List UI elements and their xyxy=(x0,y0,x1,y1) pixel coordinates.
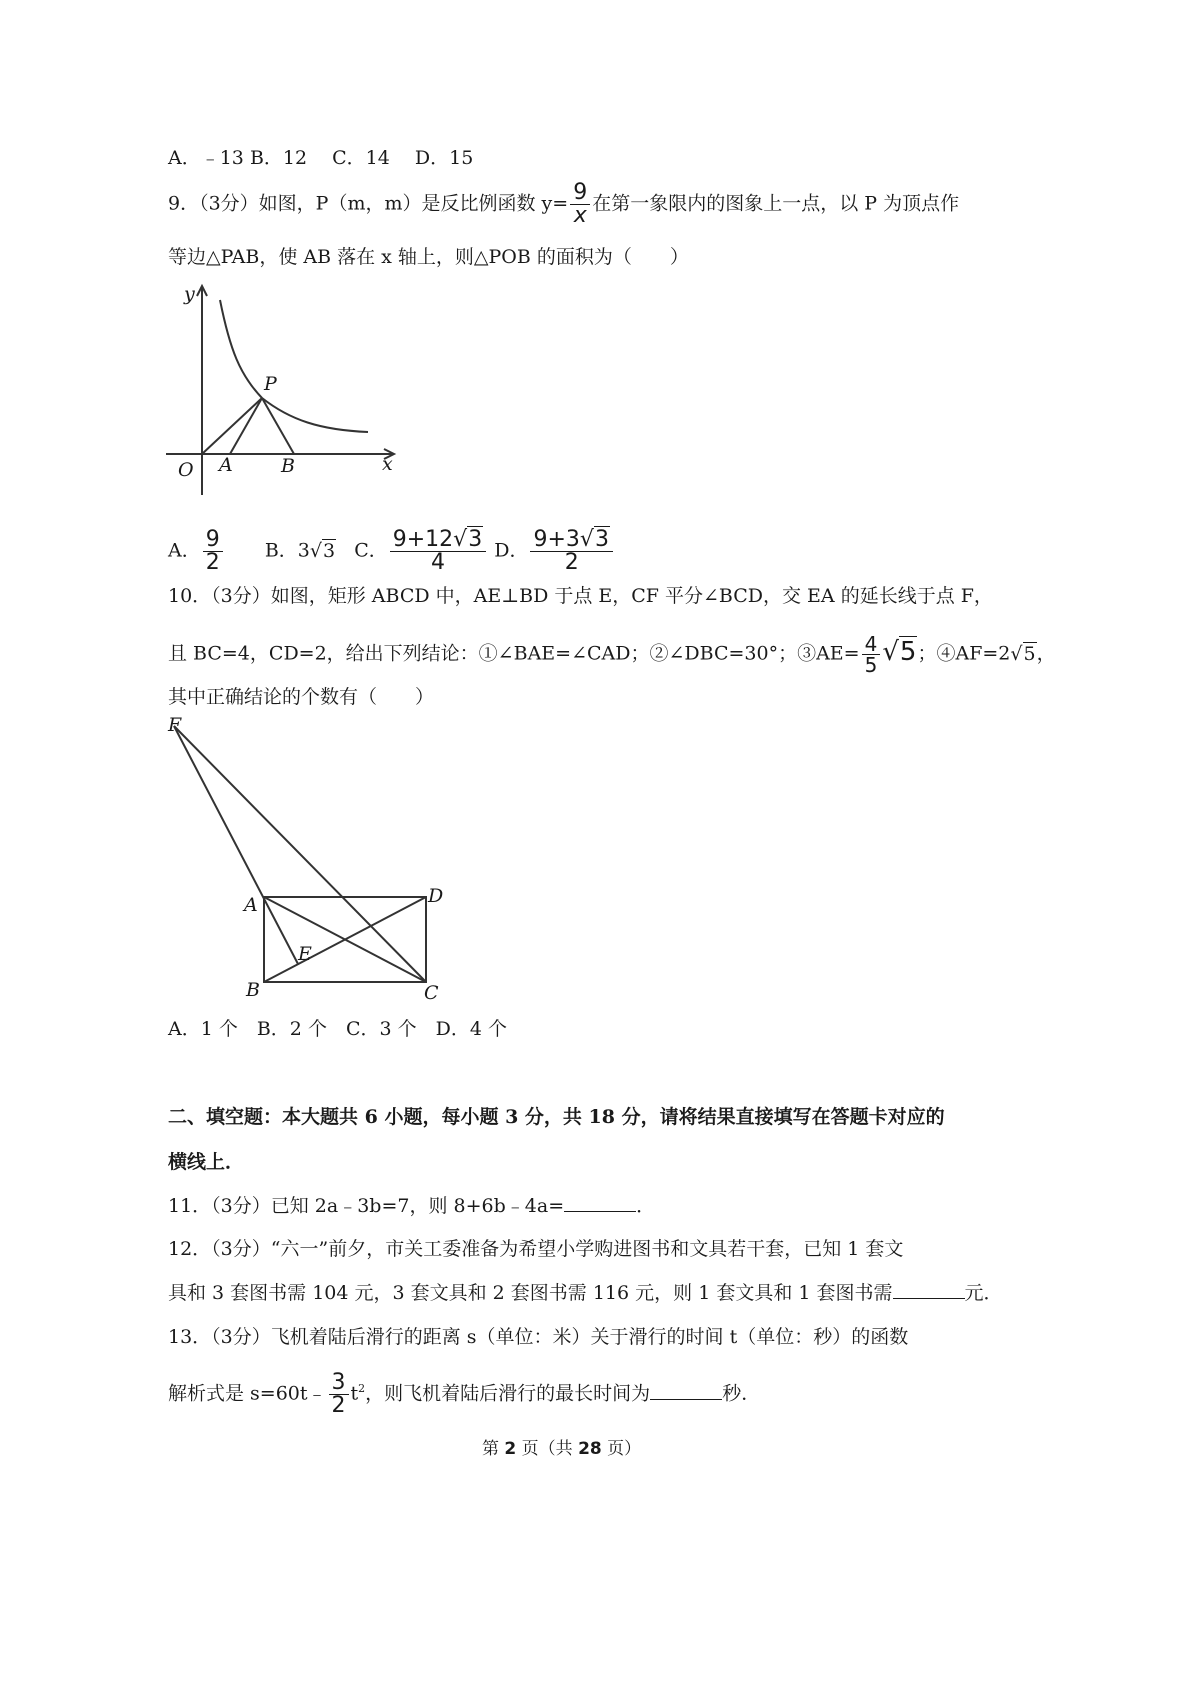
q9-fraction xyxy=(570,182,590,227)
q13-line1: 13．（3分）飞机着陆后滑行的距离 s（单位：米）关于滑行的时间 t（单位：秒）的函数 xyxy=(168,1326,909,1348)
q9-opt-d-den: 2 xyxy=(564,550,579,575)
q9-opt-a-label: A． xyxy=(168,539,201,562)
q9-opt-b-label: B．3 xyxy=(264,539,310,562)
q9-opt-a xyxy=(203,529,223,574)
q9-segment-op xyxy=(202,398,262,454)
q9-opt-c xyxy=(390,529,486,574)
q10-label-c: C xyxy=(424,982,439,1002)
q10-line2-end: ， xyxy=(1036,642,1056,665)
page-footer xyxy=(482,1434,641,1459)
q9-opt-c-label: C． xyxy=(354,539,388,562)
q9-label-b: B xyxy=(281,455,295,477)
q10-ae-rad: 5 xyxy=(899,636,917,667)
q11-answer-blank xyxy=(564,1193,636,1212)
q10-segment-fe xyxy=(174,726,298,964)
section2-heading-line2: 横线上． xyxy=(168,1151,245,1173)
q10-ae-num: 4 xyxy=(862,634,881,655)
q11-end: ． xyxy=(636,1195,656,1217)
footer-mid: 页（共 xyxy=(516,1439,579,1459)
q10-line2 xyxy=(168,634,1056,675)
q9-line2: 等边△PAB，使 AB 落在 x 轴上，则△POB 的面积为（ ） xyxy=(168,246,689,268)
q13-answer-blank xyxy=(650,1381,722,1400)
footer-total-pages: 28 xyxy=(578,1439,602,1459)
q10-af-sqrt: √5 xyxy=(1010,642,1036,665)
q9-prefix: 9．（3分）如图，P（m，m）是反比例函数 y= xyxy=(168,192,569,215)
q9-opt-b-sqrt: √3 xyxy=(309,539,336,562)
q9-opt-b-rad: 3 xyxy=(323,539,336,562)
q9-frac-den: x xyxy=(573,203,587,228)
q11-text: 11．（3分）已知 2a﹣3b=7，则 8+6b﹣4a= xyxy=(168,1195,565,1217)
q13-line2-pre: 解析式是 s=60t﹣ xyxy=(168,1382,327,1405)
q9-opt-a-den: 2 xyxy=(205,550,220,575)
q10-ae-sqrt: √5 xyxy=(882,636,917,667)
q12-line2 xyxy=(168,1279,1003,1307)
q9-line1 xyxy=(168,182,959,227)
q9-frac-num: 9 xyxy=(570,182,590,205)
q10-ae-den: 5 xyxy=(864,653,878,677)
q10-options: A．1 个 B．2 个 C．3 个 D．4 个 xyxy=(168,1018,507,1040)
q9-opt-d-num-pre: 9+3 xyxy=(533,527,580,552)
q9-options xyxy=(168,529,615,574)
q8-options: A．﹣13 B．12 C．14 D．15 xyxy=(168,147,474,169)
q13-line2 xyxy=(168,1372,760,1417)
q9-figure xyxy=(160,280,410,505)
q10-line2-mid: ；④AF=2 xyxy=(917,642,1011,665)
q13-line2-post: ，则飞机着陆后滑行的最长时间为 xyxy=(365,1382,651,1405)
q9-opt-d-rad: 3 xyxy=(594,527,609,552)
q9-label-p: P xyxy=(264,373,277,395)
q10-ae-fraction xyxy=(862,634,881,675)
footer-page-number: 2 xyxy=(504,1439,517,1459)
q13-t: t xyxy=(350,1382,359,1405)
q9-opt-c-den: 4 xyxy=(430,550,445,575)
q12-answer-blank xyxy=(893,1280,965,1299)
q10-line1: 10．（3分）如图，矩形 ABCD 中，AE⊥BD 于点 E，CF 平分∠BCD，交 EA 的延长线于点 F， xyxy=(168,585,993,607)
q10-line3: 其中正确结论的个数有（ ） xyxy=(168,686,435,708)
q12-line2-end: 元． xyxy=(964,1282,1003,1304)
footer-post: 页） xyxy=(601,1439,642,1459)
q9-opt-c-num-pre: 9+12 xyxy=(392,527,454,552)
q13-fraction xyxy=(329,1372,349,1417)
q9-label-o: O xyxy=(178,459,194,481)
q9-opt-c-sqrt: √3 xyxy=(453,527,483,552)
q10-label-f: F xyxy=(168,714,182,736)
q10-label-a: A xyxy=(244,894,258,916)
q10-label-e: E xyxy=(298,943,312,965)
q9-segment-bp xyxy=(262,398,294,454)
q9-suffix: 在第一象限内的图象上一点，以 P 为顶点作 xyxy=(592,192,960,215)
q10-figure xyxy=(160,712,460,1002)
q12-line1: 12．（3分）“六一”前夕，市关工委准备为希望小学购进图书和文具若干套，已知 1 套文 xyxy=(168,1238,904,1260)
q10-label-d: D xyxy=(428,885,444,907)
q9-opt-a-num: 9 xyxy=(203,529,223,552)
q13-frac-num: 3 xyxy=(329,1372,349,1395)
q10-line2-pre: 且 BC=4，CD=2，给出下列结论：①∠BAE=∠CAD；②∠DBC=30°；③AE= xyxy=(168,642,860,665)
q13-line2-end: 秒． xyxy=(722,1382,761,1405)
q10-label-b: B xyxy=(246,979,260,1001)
q9-hyperbola xyxy=(220,300,368,432)
q9-segment-ap xyxy=(230,398,262,454)
q9-opt-d-label: D． xyxy=(494,539,529,562)
q9-opt-c-rad: 3 xyxy=(468,527,483,552)
footer-pre: 第 xyxy=(482,1439,505,1459)
q13-frac-den: 2 xyxy=(331,1393,346,1418)
q13-exponent: 2 xyxy=(358,1382,366,1396)
q11 xyxy=(168,1192,655,1220)
q12-line2-text: 具和 3 套图书需 104 元，3 套文具和 2 套图书需 116 元，则 1 套文具和 1 套图书需 xyxy=(168,1282,893,1304)
q9-label-y: y xyxy=(184,283,195,305)
q9-label-x: x xyxy=(382,453,393,475)
q10-af-rad: 5 xyxy=(1023,642,1036,665)
q9-opt-d xyxy=(530,529,612,574)
q9-label-a: A xyxy=(219,454,233,476)
q9-opt-d-sqrt: √3 xyxy=(579,527,609,552)
section2-heading-line1: 二、填空题：本大题共 6 小题，每小题 3 分，共 18 分，请将结果直接填写在答题卡对应的 xyxy=(168,1106,945,1128)
